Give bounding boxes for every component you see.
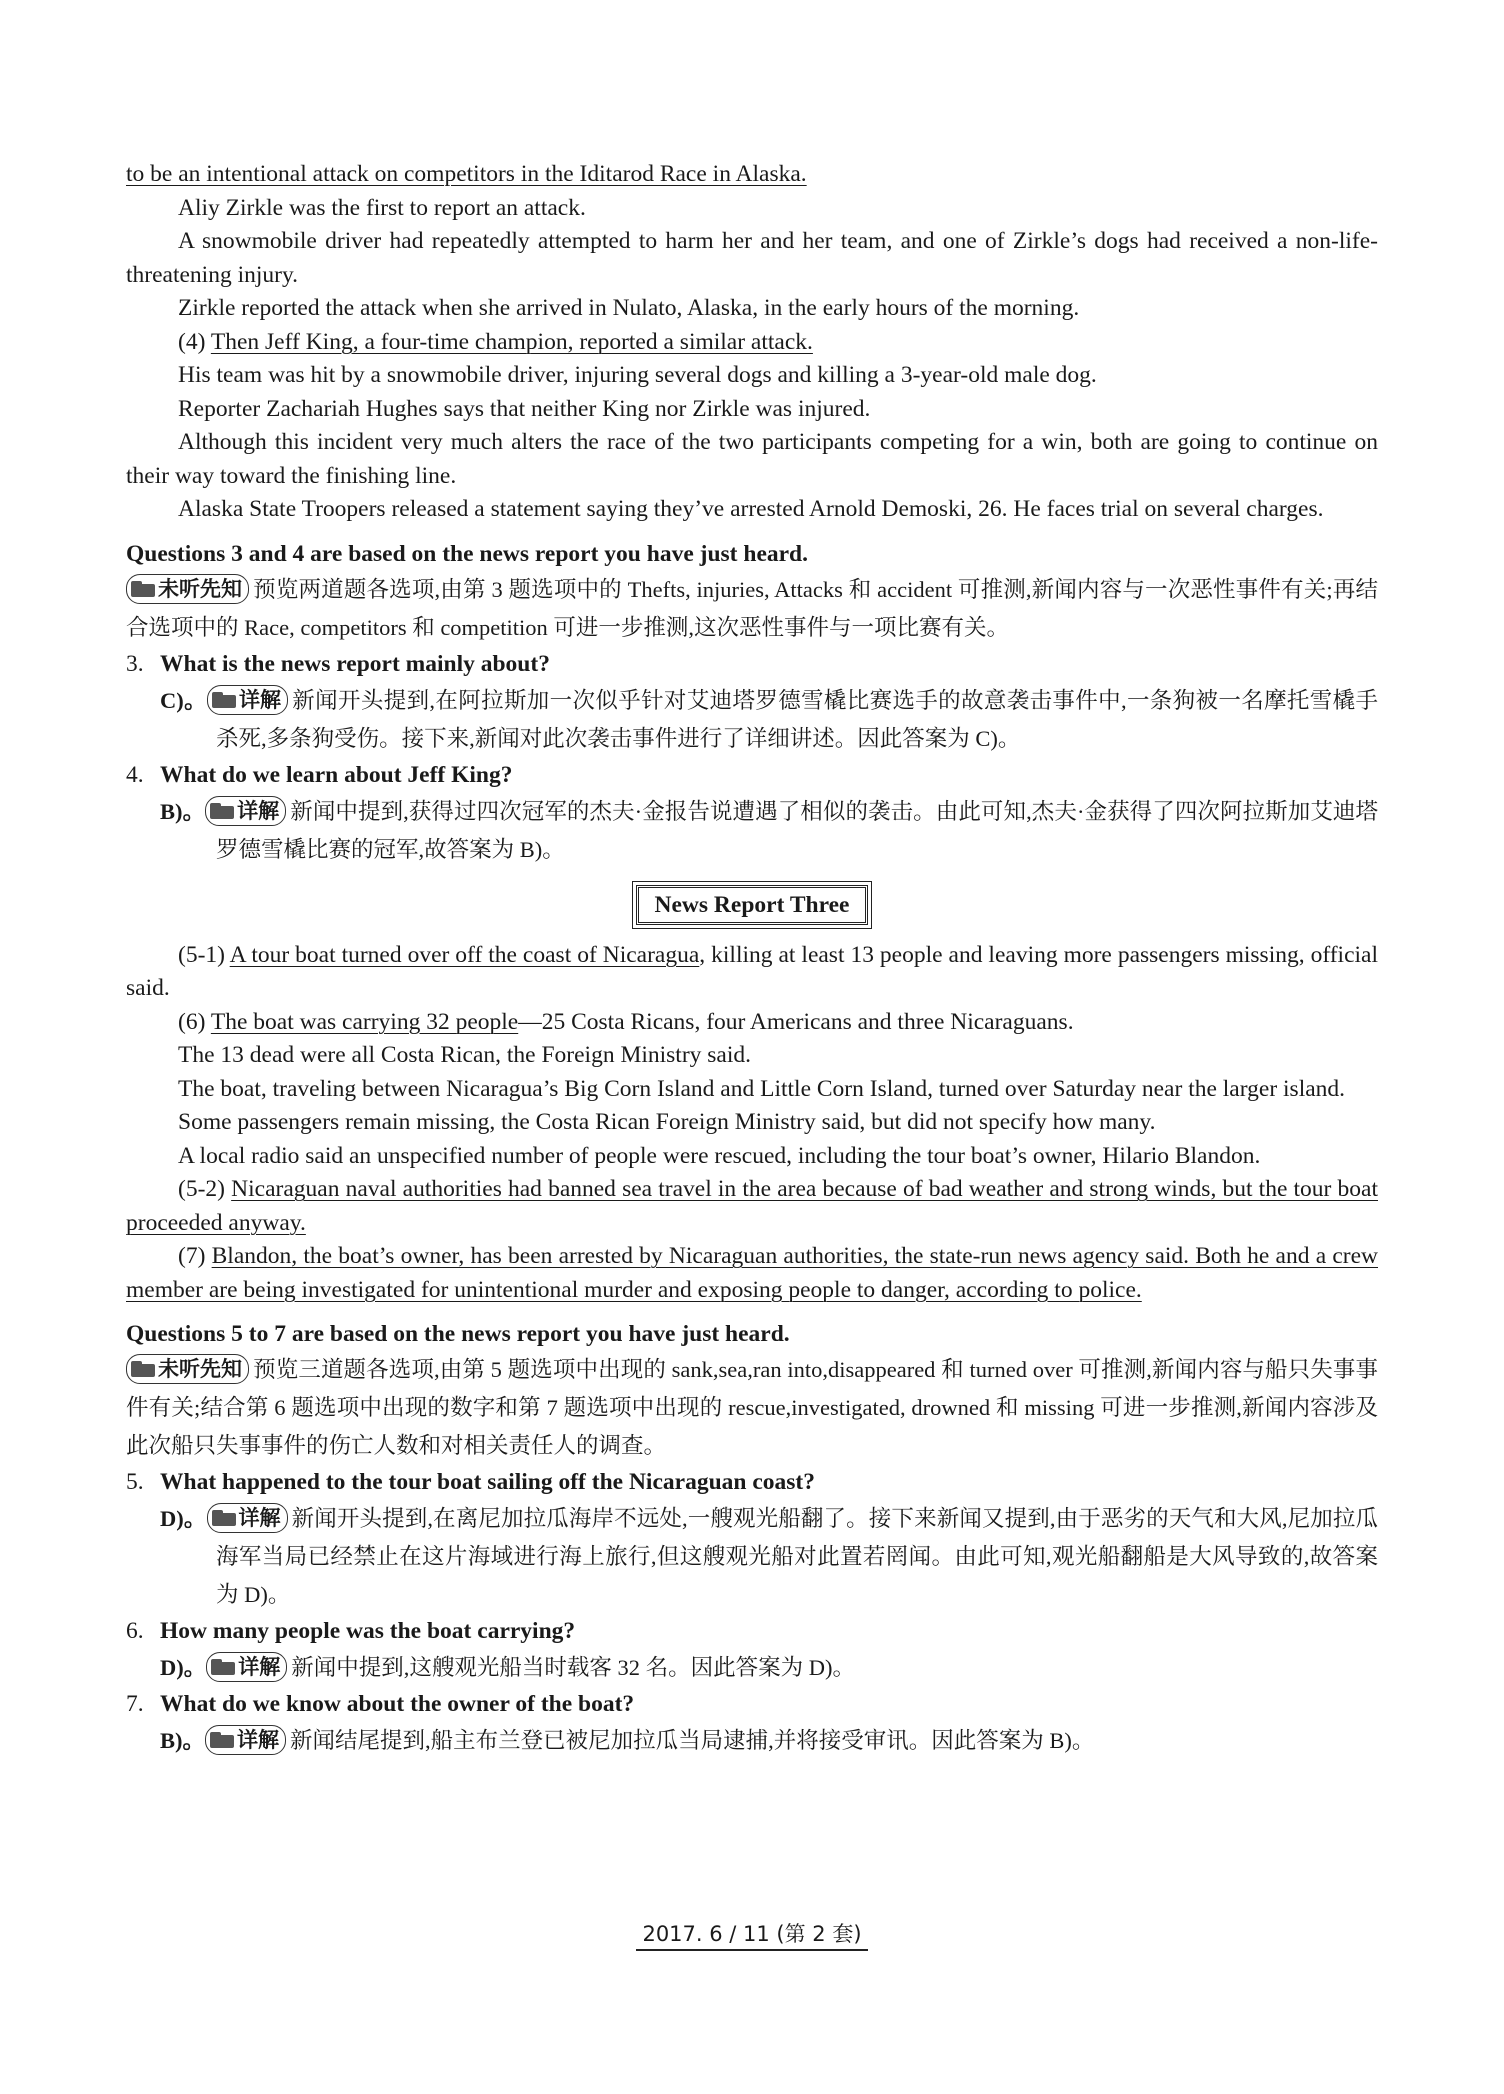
preview-tag: 未听先知 <box>126 1354 249 1384</box>
detail-tag: 详解 <box>205 796 286 826</box>
preview-3-4: 未听先知 预览两道题各选项,由第 3 题选项中的 Thefts, injuries, Attacks 和 accident 可推测,新闻内容与一次恶性事件有关;再结合选项中的 Race, competitors 和 competition 可进一步推测,这次恶性事件与一项比赛有关。 <box>126 571 1378 647</box>
folder-icon <box>131 581 155 597</box>
question-3: 3. What is the news report mainly about? <box>126 650 550 677</box>
report-three-para-2: (6) The boat was carrying 32 people—25 Costa Ricans, four Americans and three Nicaraguans. <box>178 1008 1074 1035</box>
report-two-para-5: (4) Then Jeff King, a four-time champion, reported a similar attack. <box>178 328 813 355</box>
answer-7: B)。 详解 新闻结尾提到,船主布兰登已被尼加拉瓜当局逮捕,并将接受审讯。因此答案为 B)。 <box>160 1722 1378 1760</box>
detail-tag: 详解 <box>206 1652 287 1682</box>
question-4: 4. What do we learn about Jeff King? <box>126 761 513 788</box>
report-three-para-3: The 13 dead were all Costa Rican, the Foreign Ministry said. <box>178 1042 752 1068</box>
folder-icon <box>212 692 236 708</box>
report-three-para-7: (5-2) Nicaraguan naval authorities had banned sea travel in the area because of bad weather and strong winds, but the tour boat proceeded anyway. <box>126 1176 1378 1236</box>
answer-6: D)。 详解 新闻中提到,这艘观光船当时载客 32 名。因此答案为 D)。 <box>160 1649 1378 1687</box>
answer-5: D)。 详解 新闻开头提到,在离尼加拉瓜海岸不远处,一艘观光船翻了。接下来新闻又提到,由于恶劣的天气和大风,尼加拉瓜海军当局已经禁止在这片海域进行海上旅行,但这艘观光船对此置若罔闻。由此可知,观光船翻船是大风导致的,故答案为 D)。 <box>160 1500 1378 1614</box>
report-two-para-8: Although this incident very much alters the race of the two participants competing for a win, both are going to continue on their way toward the finishing line. <box>126 429 1378 489</box>
report-two-para-1: to be an intentional attack on competitors in the Iditarod Race in Alaska. <box>126 161 807 187</box>
section-title: News Report Three <box>636 885 869 925</box>
report-three-para-6: A local radio said an unspecified number of people were rescued, including the tour boat’s owner, Hilario Blandon. <box>178 1142 1261 1169</box>
folder-icon <box>211 1659 235 1675</box>
report-three-para-8: (7) Blandon, the boat’s owner, has been arrested by Nicaraguan authorities, the state-run news agency said. Both he and a crew member are being investigated for unintentional murder and exposing people to danger, according to police. <box>126 1243 1378 1303</box>
preview-tag: 未听先知 <box>126 574 249 604</box>
folder-icon <box>131 1361 155 1377</box>
report-two-para-7: Reporter Zachariah Hughes says that neither King nor Zirkle was injured. <box>178 395 871 422</box>
document-page <box>126 158 1378 1760</box>
detail-tag: 详解 <box>205 1725 286 1755</box>
detail-tag: 详解 <box>207 685 288 715</box>
questions-3-4-heading: Questions 3 and 4 are based on the news report you have just heard. <box>126 540 808 567</box>
page-footer <box>0 1918 1504 1948</box>
question-7: 7. What do we know about the owner of the boat? <box>126 1691 635 1717</box>
preview-5-7: 未听先知 预览三道题各选项,由第 5 题选项中出现的 sank,sea,ran into,disappeared 和 turned over 可推测,新闻内容与船只失事事件有关;结合第 6 题选项中出现的数字和第 7 题选项中出现的 rescue,investigated, drowned 和 missing 可进一步推测,新闻内容涉及此次船只失事事件的伤亡人数和对相关责任人的调查。 <box>126 1351 1378 1465</box>
questions-5-7-heading: Questions 5 to 7 are based on the news report you have just heard. <box>126 1321 790 1347</box>
report-two-para-3: A snowmobile driver had repeatedly attempted to harm her and her team, and one of Zirkle’s dogs had received a non-life-threatening injury. <box>126 228 1378 288</box>
report-two-para-6: His team was hit by a snowmobile driver, injuring several dogs and killing a 3-year-old male dog. <box>178 362 1097 388</box>
report-two-para-2: Aliy Zirkle was the first to report an attack. <box>178 194 586 221</box>
detail-tag: 详解 <box>207 1503 288 1533</box>
folder-icon <box>210 1732 234 1748</box>
answer-4: B)。 详解 新闻中提到,获得过四次冠军的杰夫·金报告说遭遇了相似的袭击。由此可知,杰夫·金获得了四次阿拉斯加艾迪塔罗德雪橇比赛的冠军,故答案为 B)。 <box>160 793 1378 869</box>
section-title-wrap <box>126 885 1378 925</box>
report-three-para-4: The boat, traveling between Nicaragua’s Big Corn Island and Little Corn Island, turned over Saturday near the larger island. <box>178 1075 1346 1102</box>
report-two-para-4: Zirkle reported the attack when she arrived in Nulato, Alaska, in the early hours of the morning. <box>178 295 1080 321</box>
report-two-para-9: Alaska State Troopers released a statement saying they’ve arrested Arnold Demoski, 26. He faces trial on several charges. <box>178 496 1324 522</box>
report-three-para-1: (5-1) A tour boat turned over off the coast of Nicaragua, killing at least 13 people and leaving more passengers missing, official said. <box>126 941 1378 1001</box>
answer-3: C)。 详解 新闻开头提到,在阿拉斯加一次似乎针对艾迪塔罗德雪橇比赛选手的故意袭击事件中,一条狗被一名摩托雪橇手杀死,多条狗受伤。接下来,新闻对此次袭击事件进行了详细讲述。因此答案为 C)。 <box>160 682 1378 758</box>
report-three-para-5: Some passengers remain missing, the Costa Rican Foreign Ministry said, but did not specify how many. <box>178 1109 1156 1135</box>
folder-icon <box>210 803 234 819</box>
question-5: 5. What happened to the tour boat sailing off the Nicaraguan coast? <box>126 1469 815 1495</box>
folder-icon <box>212 1510 236 1526</box>
page-number: 2017. 6 / 11 (第 2 套) <box>636 1922 867 1951</box>
question-6: 6. How many people was the boat carrying? <box>126 1618 576 1644</box>
